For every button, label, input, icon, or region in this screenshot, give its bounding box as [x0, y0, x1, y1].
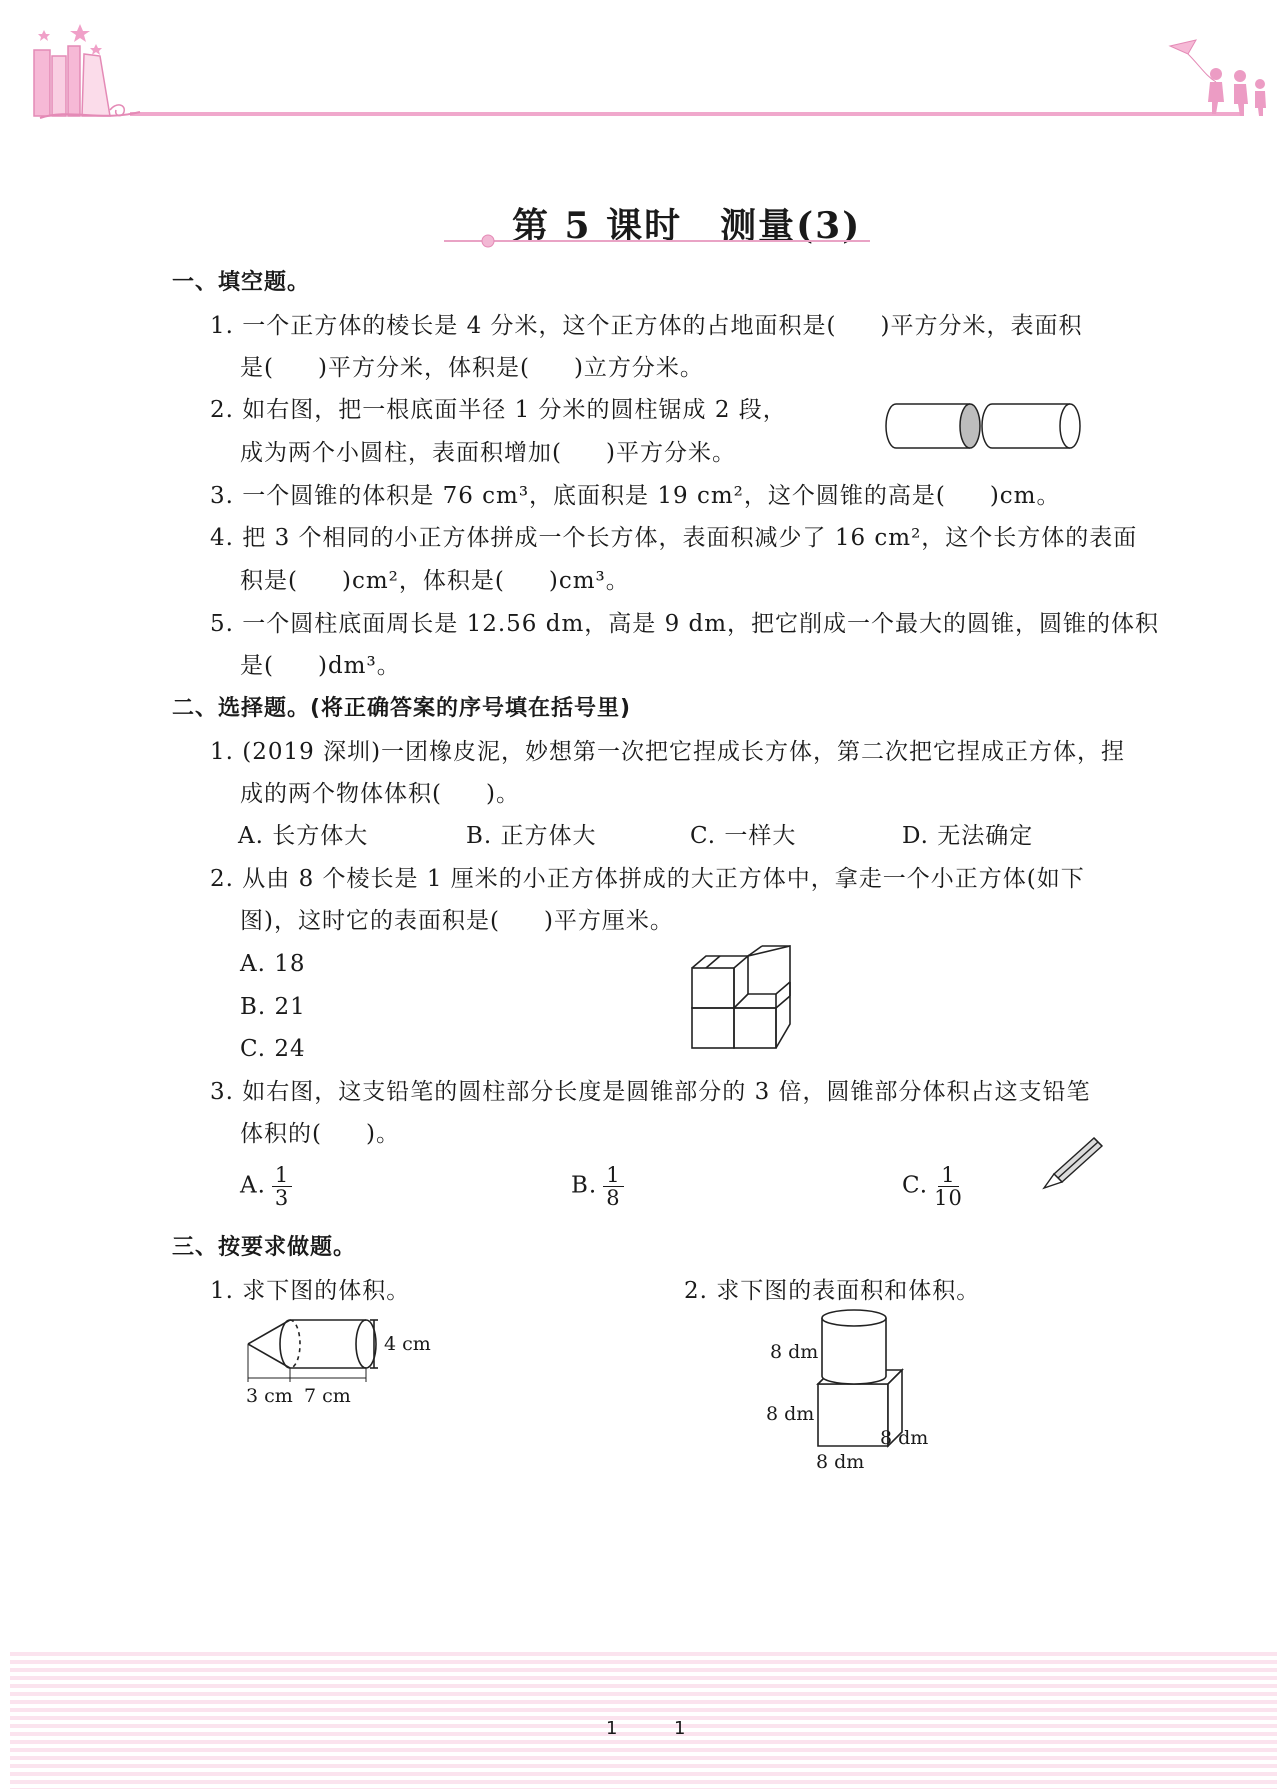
- s1-q1-text-e: )立方分米。: [573, 355, 704, 381]
- fraction-den: 8: [606, 1186, 621, 1210]
- s1-q2-text-c: )平方分米。: [605, 440, 736, 466]
- page-number-left: 1: [606, 1718, 618, 1739]
- fraction-num: 1: [938, 1164, 958, 1187]
- s1-q5-text-b: 是(: [240, 653, 274, 679]
- s1-q3-text-b: )cm。: [989, 483, 1061, 509]
- s2-q2-option-a[interactable]: A. 18: [240, 951, 306, 977]
- two-cylinders-figure: [878, 398, 1088, 454]
- s1-q2-text-a: 2. 如右图，把一根底面半径 1 分米的圆柱锯成 2 段，: [210, 397, 787, 423]
- label-cube-height: 8 dm: [766, 1403, 815, 1425]
- option-b-label: B.: [571, 1172, 598, 1199]
- fraction-b: [603, 1164, 623, 1209]
- s1-q5-text-a: 5. 一个圆柱底面周长是 12.56 dm，高是 9 dm，把它削成一个最大的圆锥，圆锥的体积: [210, 611, 1160, 637]
- fraction-num: 1: [272, 1164, 292, 1187]
- s2-q1-option-c[interactable]: C. 一样大: [690, 823, 797, 849]
- s1-q5-line2: [240, 651, 401, 681]
- s1-q2-line2: [240, 438, 736, 468]
- s2-q2-line1: [210, 864, 1085, 894]
- s1-q1-text-a: 1. 一个正方体的棱长是 4 分米，这个正方体的占地面积是(: [210, 313, 837, 339]
- s1-q2-line1: [210, 395, 787, 425]
- label-cylinder-length: 7 cm: [304, 1385, 351, 1407]
- s2-q2-text-b: 图)，这时它的表面积是(: [240, 908, 500, 934]
- s1-q4-text-d: )cm³。: [548, 568, 630, 594]
- cylinder-on-cube-figure: [756, 1306, 936, 1478]
- s2-q1-option-d[interactable]: D. 无法确定: [902, 823, 1034, 849]
- s2-q1-option-a[interactable]: A. 长方体大: [238, 823, 369, 849]
- section1-heading: 一、填空题。: [172, 270, 311, 295]
- s2-q3-line1: [210, 1077, 1091, 1107]
- s1-q4-line2: [240, 566, 630, 596]
- option-a-label: A.: [240, 1172, 266, 1199]
- title-underline: [440, 234, 880, 248]
- fraction-a: [272, 1164, 292, 1209]
- s1-q1-text-d: )平方分米，体积是(: [317, 355, 530, 381]
- children-kite-icon: [1160, 36, 1270, 120]
- s2-q3-text-c: )。: [365, 1121, 400, 1147]
- s1-q5-line1: [210, 609, 1159, 639]
- s1-q4-line1: [210, 523, 1137, 553]
- s1-q1-line2: [240, 353, 704, 383]
- s2-q2-text-a: 2. 从由 8 个棱长是 1 厘米的小正方体拼成的大正方体中，拿走一个小正方体(如下: [210, 866, 1085, 892]
- s2-q1-line2: [240, 779, 520, 809]
- header-decoration: [0, 0, 1287, 130]
- s1-q4-text-b: 积是(: [240, 568, 298, 594]
- s2-q2-text-c: )平方厘米。: [543, 908, 674, 934]
- s1-q1-line1: [210, 311, 1082, 341]
- label-cone-length: 3 cm: [246, 1385, 293, 1407]
- s1-q4-text-c: )cm²，体积是(: [341, 568, 505, 594]
- s2-q3-option-a[interactable]: [240, 1164, 292, 1209]
- option-c-label: C.: [902, 1172, 929, 1199]
- label-cylinder-height: 8 dm: [770, 1341, 819, 1363]
- s2-q3-line2: [240, 1119, 400, 1149]
- cube-missing-piece-figure: [686, 944, 796, 1054]
- fraction-den: 3: [274, 1186, 290, 1210]
- s2-q2-option-b[interactable]: B. 21: [240, 994, 306, 1020]
- s1-q5-text-c: )dm³。: [317, 653, 401, 679]
- s1-q1-text-b: )平方分米，表面积: [880, 313, 1083, 339]
- page-number-right: 1: [674, 1718, 686, 1739]
- s1-q3-text-a: 3. 一个圆锥的体积是 76 cm³，底面积是 19 cm²，这个圆锥的高是(: [210, 483, 946, 509]
- fraction-den: 10: [934, 1186, 963, 1210]
- fraction-num: 1: [603, 1164, 623, 1187]
- s2-q1-text-c: )。: [485, 781, 520, 807]
- s2-q3-text-b: 体积的(: [240, 1121, 322, 1147]
- s3-q2-text: 2. 求下图的表面积和体积。: [684, 1278, 981, 1304]
- footer-band: [10, 1652, 1277, 1789]
- cone-cylinder-figure: [236, 1312, 446, 1412]
- s2-q1-text-b: 成的两个物体体积(: [240, 781, 442, 807]
- s2-q1-text-a: 1. (2019 深圳)一团橡皮泥，妙想第一次把它捏成长方体，第二次把它捏成正方体，捏: [210, 739, 1126, 765]
- page-title: 第 5 课时 测量(3): [512, 205, 862, 247]
- s1-q1-text-c: 是(: [240, 355, 274, 381]
- s2-q3-option-c[interactable]: [902, 1164, 963, 1209]
- s2-q2-option-c[interactable]: C. 24: [240, 1036, 306, 1062]
- s3-q1-text: 1. 求下图的体积。: [210, 1278, 411, 1304]
- s2-q1-line1: [210, 737, 1125, 767]
- label-diameter: 4 cm: [384, 1333, 431, 1355]
- label-cube-depth: 8 dm: [880, 1427, 929, 1449]
- s2-q2-line2: [240, 906, 674, 936]
- section3-heading: 三、按要求做题。: [172, 1235, 357, 1260]
- s2-q1-option-b[interactable]: B. 正方体大: [466, 823, 597, 849]
- pencil-icon: [1040, 1128, 1110, 1192]
- s2-q3-text-a: 3. 如右图，这支铅笔的圆柱部分长度是圆锥部分的 3 倍，圆锥部分体积占这支铅笔: [210, 1079, 1091, 1105]
- section2-heading: 二、选择题。(将正确答案的序号填在括号里): [172, 696, 632, 721]
- s2-q3-option-b[interactable]: [571, 1164, 624, 1209]
- s1-q2-text-b: 成为两个小圆柱，表面积增加(: [240, 440, 562, 466]
- s1-q4-text-a: 4. 把 3 个相同的小正方体拼成一个长方体，表面积减少了 16 cm²，这个长方体的表面: [210, 525, 1138, 551]
- book-stars-icon: [0, 0, 1287, 130]
- label-cube-width: 8 dm: [816, 1451, 865, 1473]
- fraction-c: [934, 1164, 963, 1209]
- s1-q3: [210, 481, 1061, 511]
